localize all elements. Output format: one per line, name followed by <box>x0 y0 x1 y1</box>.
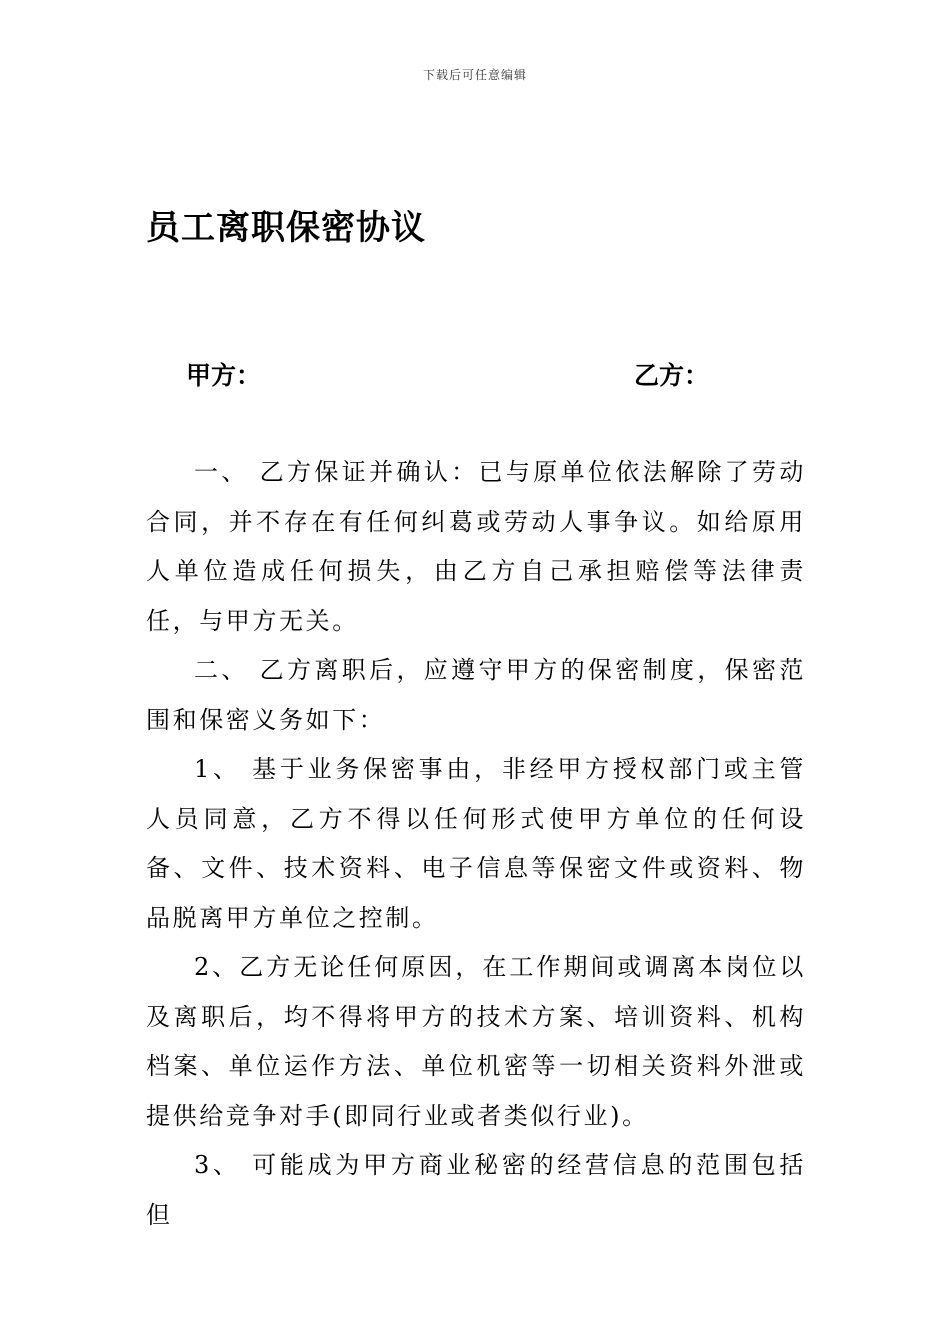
clause-paragraph: 3、 可能成为甲方商业秘密的经营信息的范围包括但 <box>146 1151 806 1229</box>
clause-paragraph: 二、 乙方离职后，应遵守甲方的保密制度，保密范围和保密义务如下： <box>146 656 806 734</box>
document-title: 员工离职保密协议 <box>146 208 426 248</box>
party-a-label: 甲方： <box>186 361 262 390</box>
header-note: 下载后可任意编辑 <box>422 68 527 82</box>
agreement-body <box>146 448 806 1240</box>
party-b-label: 乙方： <box>634 361 710 390</box>
clause-paragraph: 一、 乙方保证并确认：已与原单位依法解除了劳动合同，并不存在有任何纠葛或劳动人事争议。如给原用人单位造成任何损失，由乙方自己承担赔偿等法律责任，与甲方无关。 <box>146 458 806 635</box>
clause-paragraph: 2、乙方无论任何原因，在工作期间或调离本岗位以及离职后，均不得将甲方的技术方案、培训资料、机构档案、单位运作方法、单位机密等一切相关资料外泄或提供给竞争对手(即同行业或者类似行业)。 <box>146 953 806 1130</box>
clause-paragraph: 1、 基于业务保密事由，非经甲方授权部门或主管人员同意，乙方不得以任何形式使甲方单位的任何设备、文件、技术资料、电子信息等保密文件或资料、物品脱离甲方单位之控制。 <box>146 755 806 932</box>
